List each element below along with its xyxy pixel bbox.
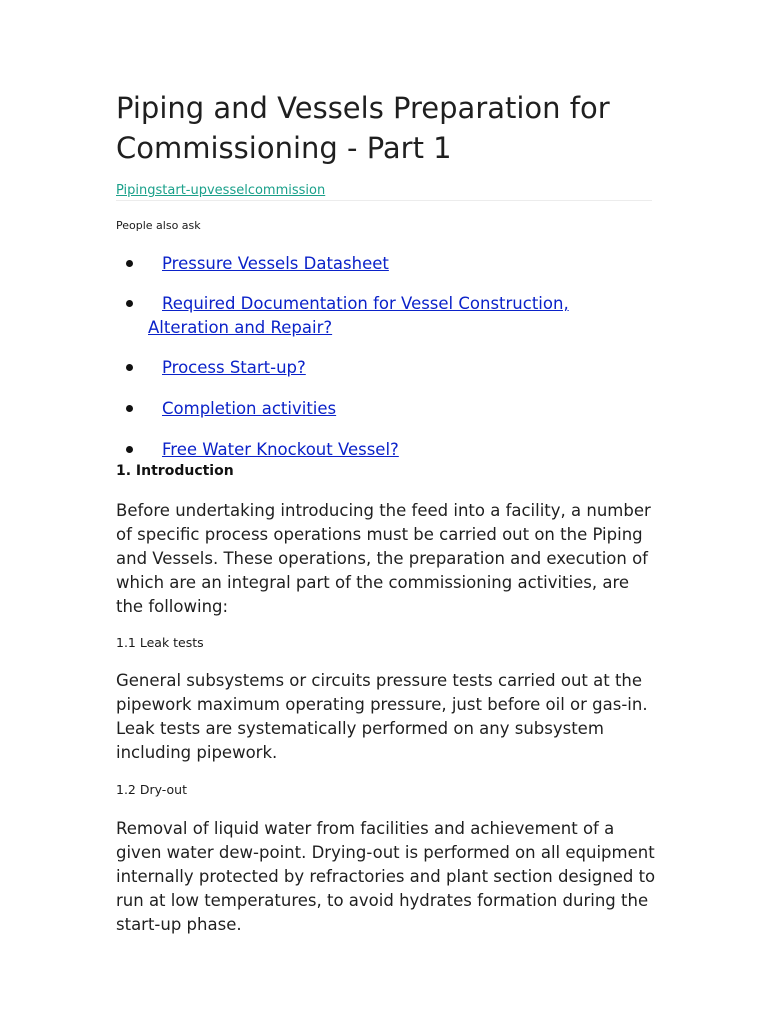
bullet-icon	[126, 260, 133, 267]
introduction-paragraph: Before undertaking introducing the feed into a facility, a number of specific process operations must be carried out on the Piping and Vessels. These operations, the preparation and execution of which are an integral part of the commissioning activities, are the following:	[116, 501, 651, 616]
paa-link[interactable]: Required Documentation for Vessel Construction, Alteration and Repair?	[148, 294, 569, 337]
divider	[116, 200, 652, 201]
page-title: Piping and Vessels Preparation for Commissioning - Part 1	[116, 91, 610, 165]
bullet-icon	[126, 300, 133, 307]
people-also-ask-label: People also ask	[116, 219, 201, 232]
section-heading-introduction: 1. Introduction	[116, 463, 234, 479]
dry-out-paragraph: Removal of liquid water from facilities and achievement of a given water dew-point. Drying-out is performed on all equipment internally protected by refractories and plant section designed to run at low temperatures, to avoid hydrates formation during the start-up phase.	[116, 819, 656, 934]
paa-link[interactable]: Pressure Vessels Datasheet	[162, 254, 389, 273]
leak-tests-paragraph: General subsystems or circuits pressure tests carried out at the pipework maximum operating pressure, just before oil or gas-in. Leak tests are systematically performed on any subsystem including pipework.	[116, 671, 648, 762]
paa-link[interactable]: Completion activities	[162, 399, 337, 418]
section-heading-leak-tests: 1.1 Leak tests	[116, 635, 204, 650]
paa-link[interactable]: Process Start-up?	[162, 358, 306, 377]
section-heading-dry-out: 1.2 Dry-out	[116, 782, 188, 797]
bullet-icon	[126, 364, 133, 371]
bullet-icon	[126, 446, 133, 453]
bullet-icon	[126, 405, 133, 412]
paa-link[interactable]: Free Water Knockout Vessel?	[162, 440, 399, 459]
tag-link[interactable]: Pipingstart-upvesselcommission	[116, 183, 326, 198]
